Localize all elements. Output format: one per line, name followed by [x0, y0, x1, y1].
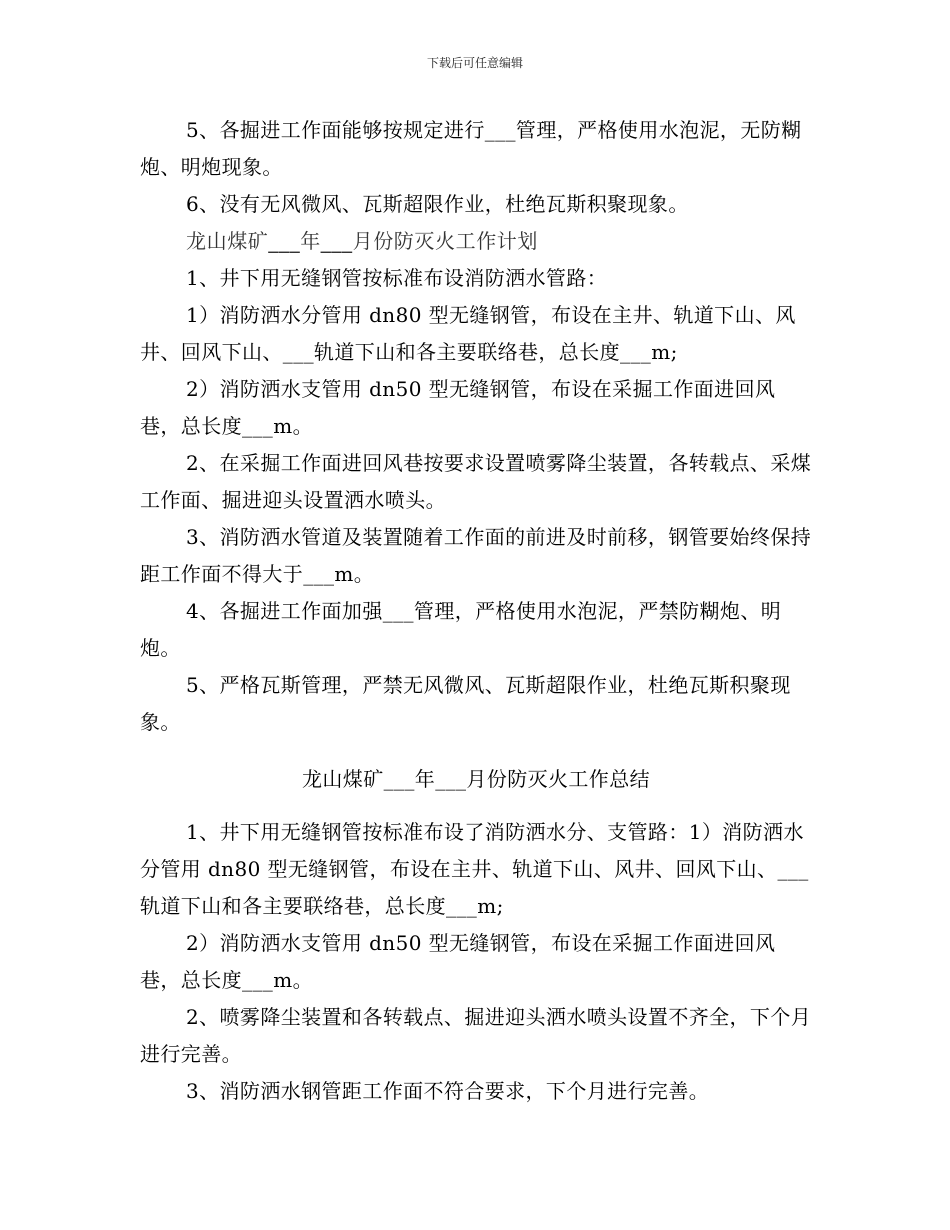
plan-paragraph: 2）消防洒水支管用 dn50 型无缝钢管，布设在采掘工作面进回风巷，总长度___m。	[140, 377, 776, 438]
paragraph-item-6: 6、没有无风微风、瓦斯超限作业，杜绝瓦斯积聚现象。	[186, 192, 689, 216]
plan-paragraph: 4、各掘进工作面加强___管理，严格使用水泡泥，严禁防糊炮、明炮。	[140, 599, 782, 660]
plan-paragraph: 1）消防洒水分管用 dn80 型无缝钢管，布设在主井、轨道下山、风井、回风下山、___轨道下山和各主要联络巷，总长度___m;	[140, 303, 796, 364]
plan-paragraph: 5、严格瓦斯管理，严禁无风微风、瓦斯超限作业，杜绝瓦斯积聚现象。	[140, 673, 791, 734]
plan-paragraph: 2、在采掘工作面进回风巷按要求设置喷雾降尘装置，各转载点、采煤工作面、掘进迎头设置洒水喷头。	[140, 451, 812, 512]
document-body	[140, 112, 812, 1110]
summary-paragraph: 2、喷雾降尘装置和各转载点、掘进迎头洒水喷头设置不齐全，下个月进行完善。	[140, 1005, 812, 1066]
summary-title: 龙山煤矿___年___月份防灭火工作总结	[302, 767, 650, 791]
plan-title: 龙山煤矿___年___月份防灭火工作计划	[186, 229, 538, 253]
summary-paragraph: 3、消防洒水钢管距工作面不符合要求，下个月进行完善。	[186, 1079, 710, 1103]
summary-paragraph: 1、井下用无缝钢管按标准布设了消防洒水分、支管路：1）消防洒水分管用 dn80 型无缝钢管，布设在主井、轨道下山、风井、回风下山、___轨道下山和各主要联络巷，总长度___m;	[140, 820, 809, 918]
summary-paragraph: 2）消防洒水支管用 dn50 型无缝钢管，布设在采掘工作面进回风巷，总长度___m。	[140, 931, 776, 992]
plan-paragraph: 3、消防洒水管道及装置随着工作面的前进及时前移，钢管要始终保持距工作面不得大于___m。	[140, 525, 812, 586]
page-header: 下载后可任意编辑	[426, 56, 523, 70]
plan-paragraph: 1、井下用无缝钢管按标准布设消防洒水管路：	[186, 266, 608, 290]
paragraph-item-5: 5、各掘进工作面能够按规定进行___管理，严格使用水泡泥，无防糊炮、明炮现象。	[140, 118, 802, 179]
